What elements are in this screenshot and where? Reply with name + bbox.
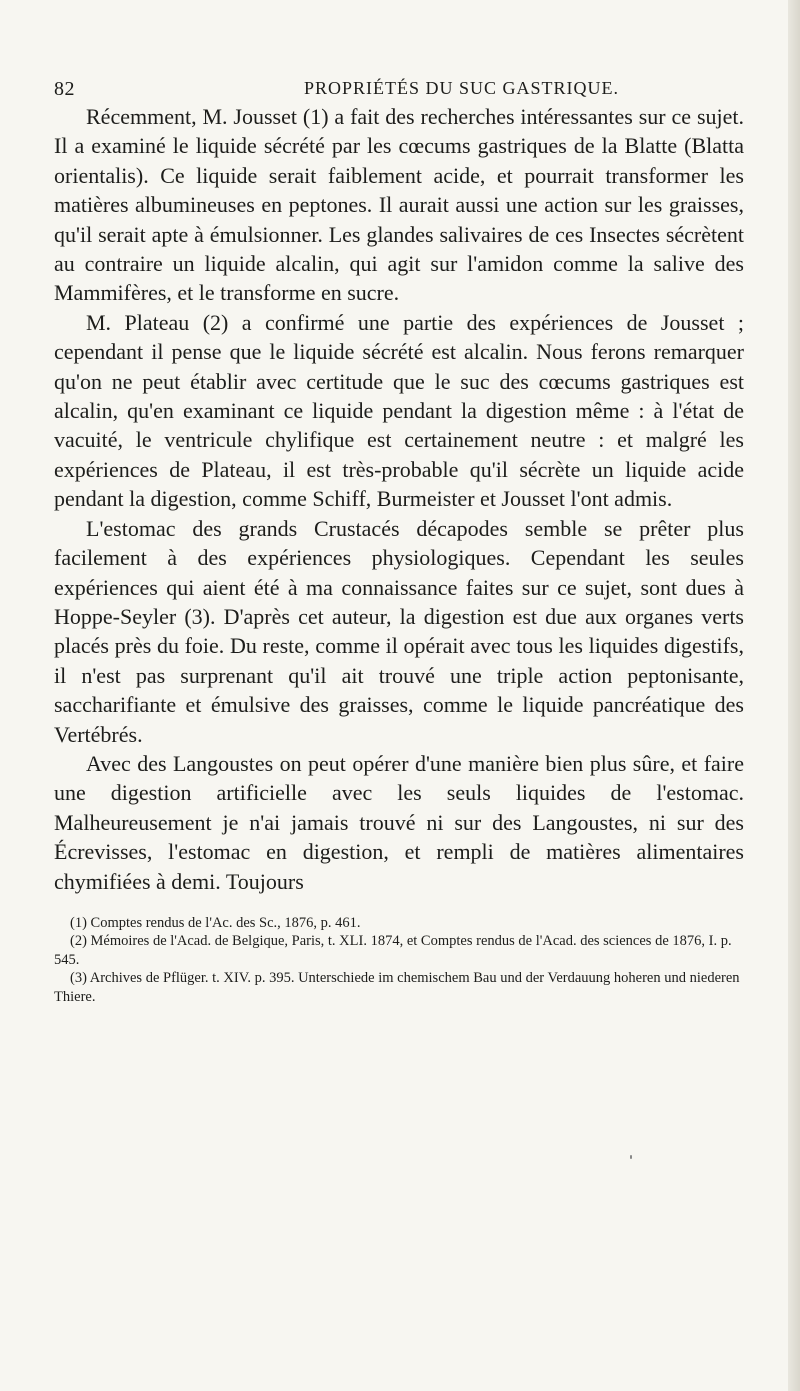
footnote-3: (3) Archives de Pflüger. t. XIV. p. 395. Unterschiede im chemischem Bau und der Verdauung hoheren und niederen Thiere. <box>54 970 740 1005</box>
footnote-2: (2) Mémoires de l'Acad. de Belgique, Paris, t. XLI. 1874, et Comptes rendus de l'Acad. des sciences de 1876, I. p. 545. <box>54 933 732 968</box>
paragraph-jousset: Récemment, M. Jousset (1) a fait des recherches intéressantes sur ce sujet. Il a examiné le liquide sécrété par les cœcums gastriques de la Blatte (Blatta orientalis). Ce liquide serait faiblement acide, et pourrait transformer les matières albumineuses en peptones. Il aurait aussi une action sur les graisses, qu'il serait apte à émulsionner. Les glandes salivaires de ces Insectes sécrètent au contraire un liquide alcalin, qui agit sur l'amidon comme la salive des Mammifères, et le transforme en sucre. <box>54 104 744 306</box>
paragraph-plateau: M. Plateau (2) a confirmé une partie des expériences de Jousset ; cependant il pense que le liquide sécrété est alcalin. Nous ferons remarquer qu'on ne peut établir avec certitude que le suc des cœcums gastriques est alcalin, qu'en examinant ce liquide pendant la digestion même : à l'état de vacuité, le ventricule chylifique est certainement neutre : et malgré les expériences de Plateau, il est très-probable qu'il sécrète un liquide acide pendant la digestion, comme Schiff, Burmeister et Jousset l'ont admis. <box>54 309 744 512</box>
stray-mark <box>630 1155 632 1159</box>
paragraph-crustaces: L'estomac des grands Crustacés décapodes semble se prêter plus facilement à des expériences physiologiques. Cependant les seules expériences qui aient été à ma connaissance faites sur ce sujet, sont dues à Hoppe-Seyler (3). D'après cet auteur, la digestion est due aux organes verts placés près du foie. Du reste, comme il opérait avec tous les liquides digestifs, il n'est pas surprenant qu'il ait trouvé une triple action peptonisante, saccharifiante et émulsive des graisses, comme le liquide pancréatique des Vertébrés. <box>54 515 744 747</box>
page-number: 82 <box>54 78 75 100</box>
scan-edge-shadow <box>788 0 800 1391</box>
running-title: PROPRIÉTÉS DU SUC GASTRIQUE. <box>304 78 620 98</box>
footnotes <box>54 914 744 1007</box>
body-text <box>54 102 744 896</box>
page-header <box>54 66 744 102</box>
book-page <box>54 66 744 1006</box>
footnote-1: (1) Comptes rendus de l'Ac. des Sc., 1876, p. 461. <box>70 914 361 931</box>
paragraph-langoustes: Avec des Langoustes on peut opérer d'une manière bien plus sûre, et faire une digestion artificielle avec les seuls liquides de l'estomac. Malheureusement je n'ai jamais trouvé ni sur des Langoustes, ni sur des Écrevisses, l'estomac en digestion, et rempli de matières alimentaires chymifiées à demi. Toujours <box>54 750 744 894</box>
